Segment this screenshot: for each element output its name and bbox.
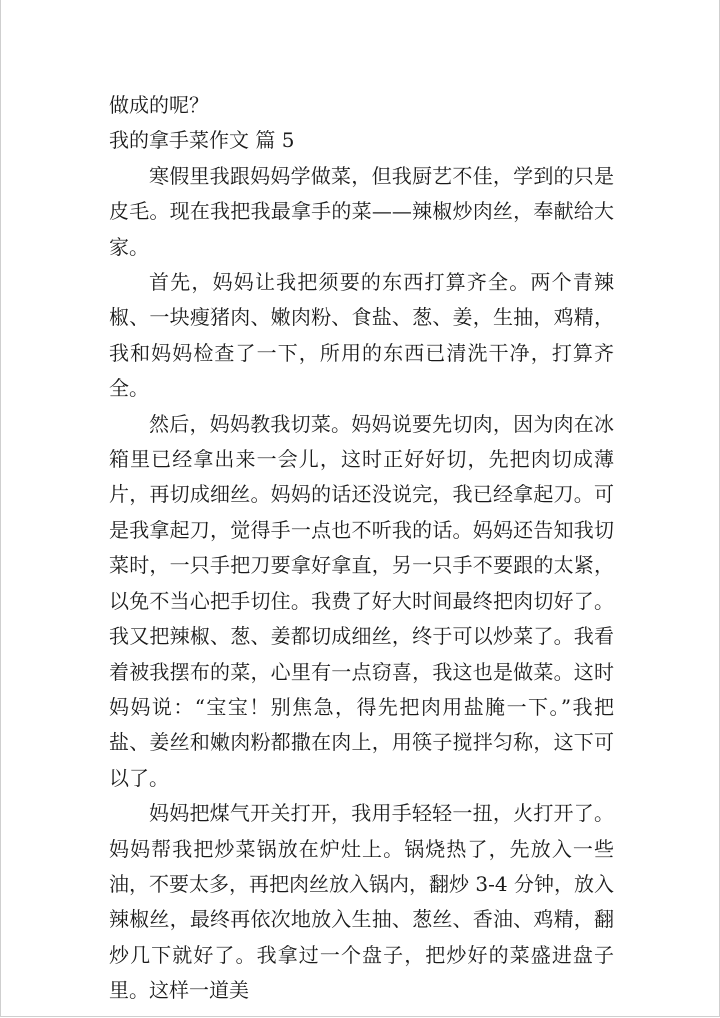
paragraph-2: 首先，妈妈让我把须要的东西打算齐全。两个青辣椒、一块瘦猪肉、嫩肉粉、食盐、葱、姜，生抽，鸡精，我和妈妈检查了一下，所用的东西已清洗干净，打算齐全。 [109,270,614,401]
document-body [109,88,614,1009]
paragraph-1: 寒假里我跟妈妈学做菜，但我厨艺不佳，学到的只是皮毛。现在我把我最拿手的菜——辣椒炒肉丝，奉献给大家。 [109,163,614,259]
paragraph-4: 妈妈把煤气开关打开，我用手轻轻一扭，火打开了。妈妈帮我把炒菜锅放在炉灶上。锅烧热了，先放入一些油，不要太多，再把肉丝放入锅内，翻炒 3-4 分钟，放入辣椒丝，最终再依次地放入生抽、葱丝、香油、鸡精，翻炒几下就好了。我拿过一个盘子，把炒好的菜盛进盘子里。这样一道美 [109,801,614,1003]
lead-line: 做成的呢？ [109,93,209,117]
essay-heading: 我的拿手菜作文 篇 5 [109,128,295,153]
paragraph-3: 然后，妈妈教我切菜。妈妈说要先切肉，因为肉在冰箱里已经拿出来一会儿，这时正好好切，先把肉切成薄片，再切成细丝。妈妈的话还没说完，我已经拿起刀。可是我拿起刀，觉得手一点也不听我的话。妈妈还告知我切菜时，一只手把刀要拿好拿直，另一只手不要跟的太紧，以免不当心把手切住。我费了好大时间最终把肉切好了。我又把辣椒、葱、姜都切成细丝，终于可以炒菜了。我看着被我摆布的菜，心里有一点窃喜，我这也是做菜。这时妈妈说：“宝宝！别焦急，得先把肉用盐腌一下。”我把盐、姜丝和嫩肉粉都撒在肉上，用筷子搅拌匀称，这下可以了。 [109,411,614,790]
